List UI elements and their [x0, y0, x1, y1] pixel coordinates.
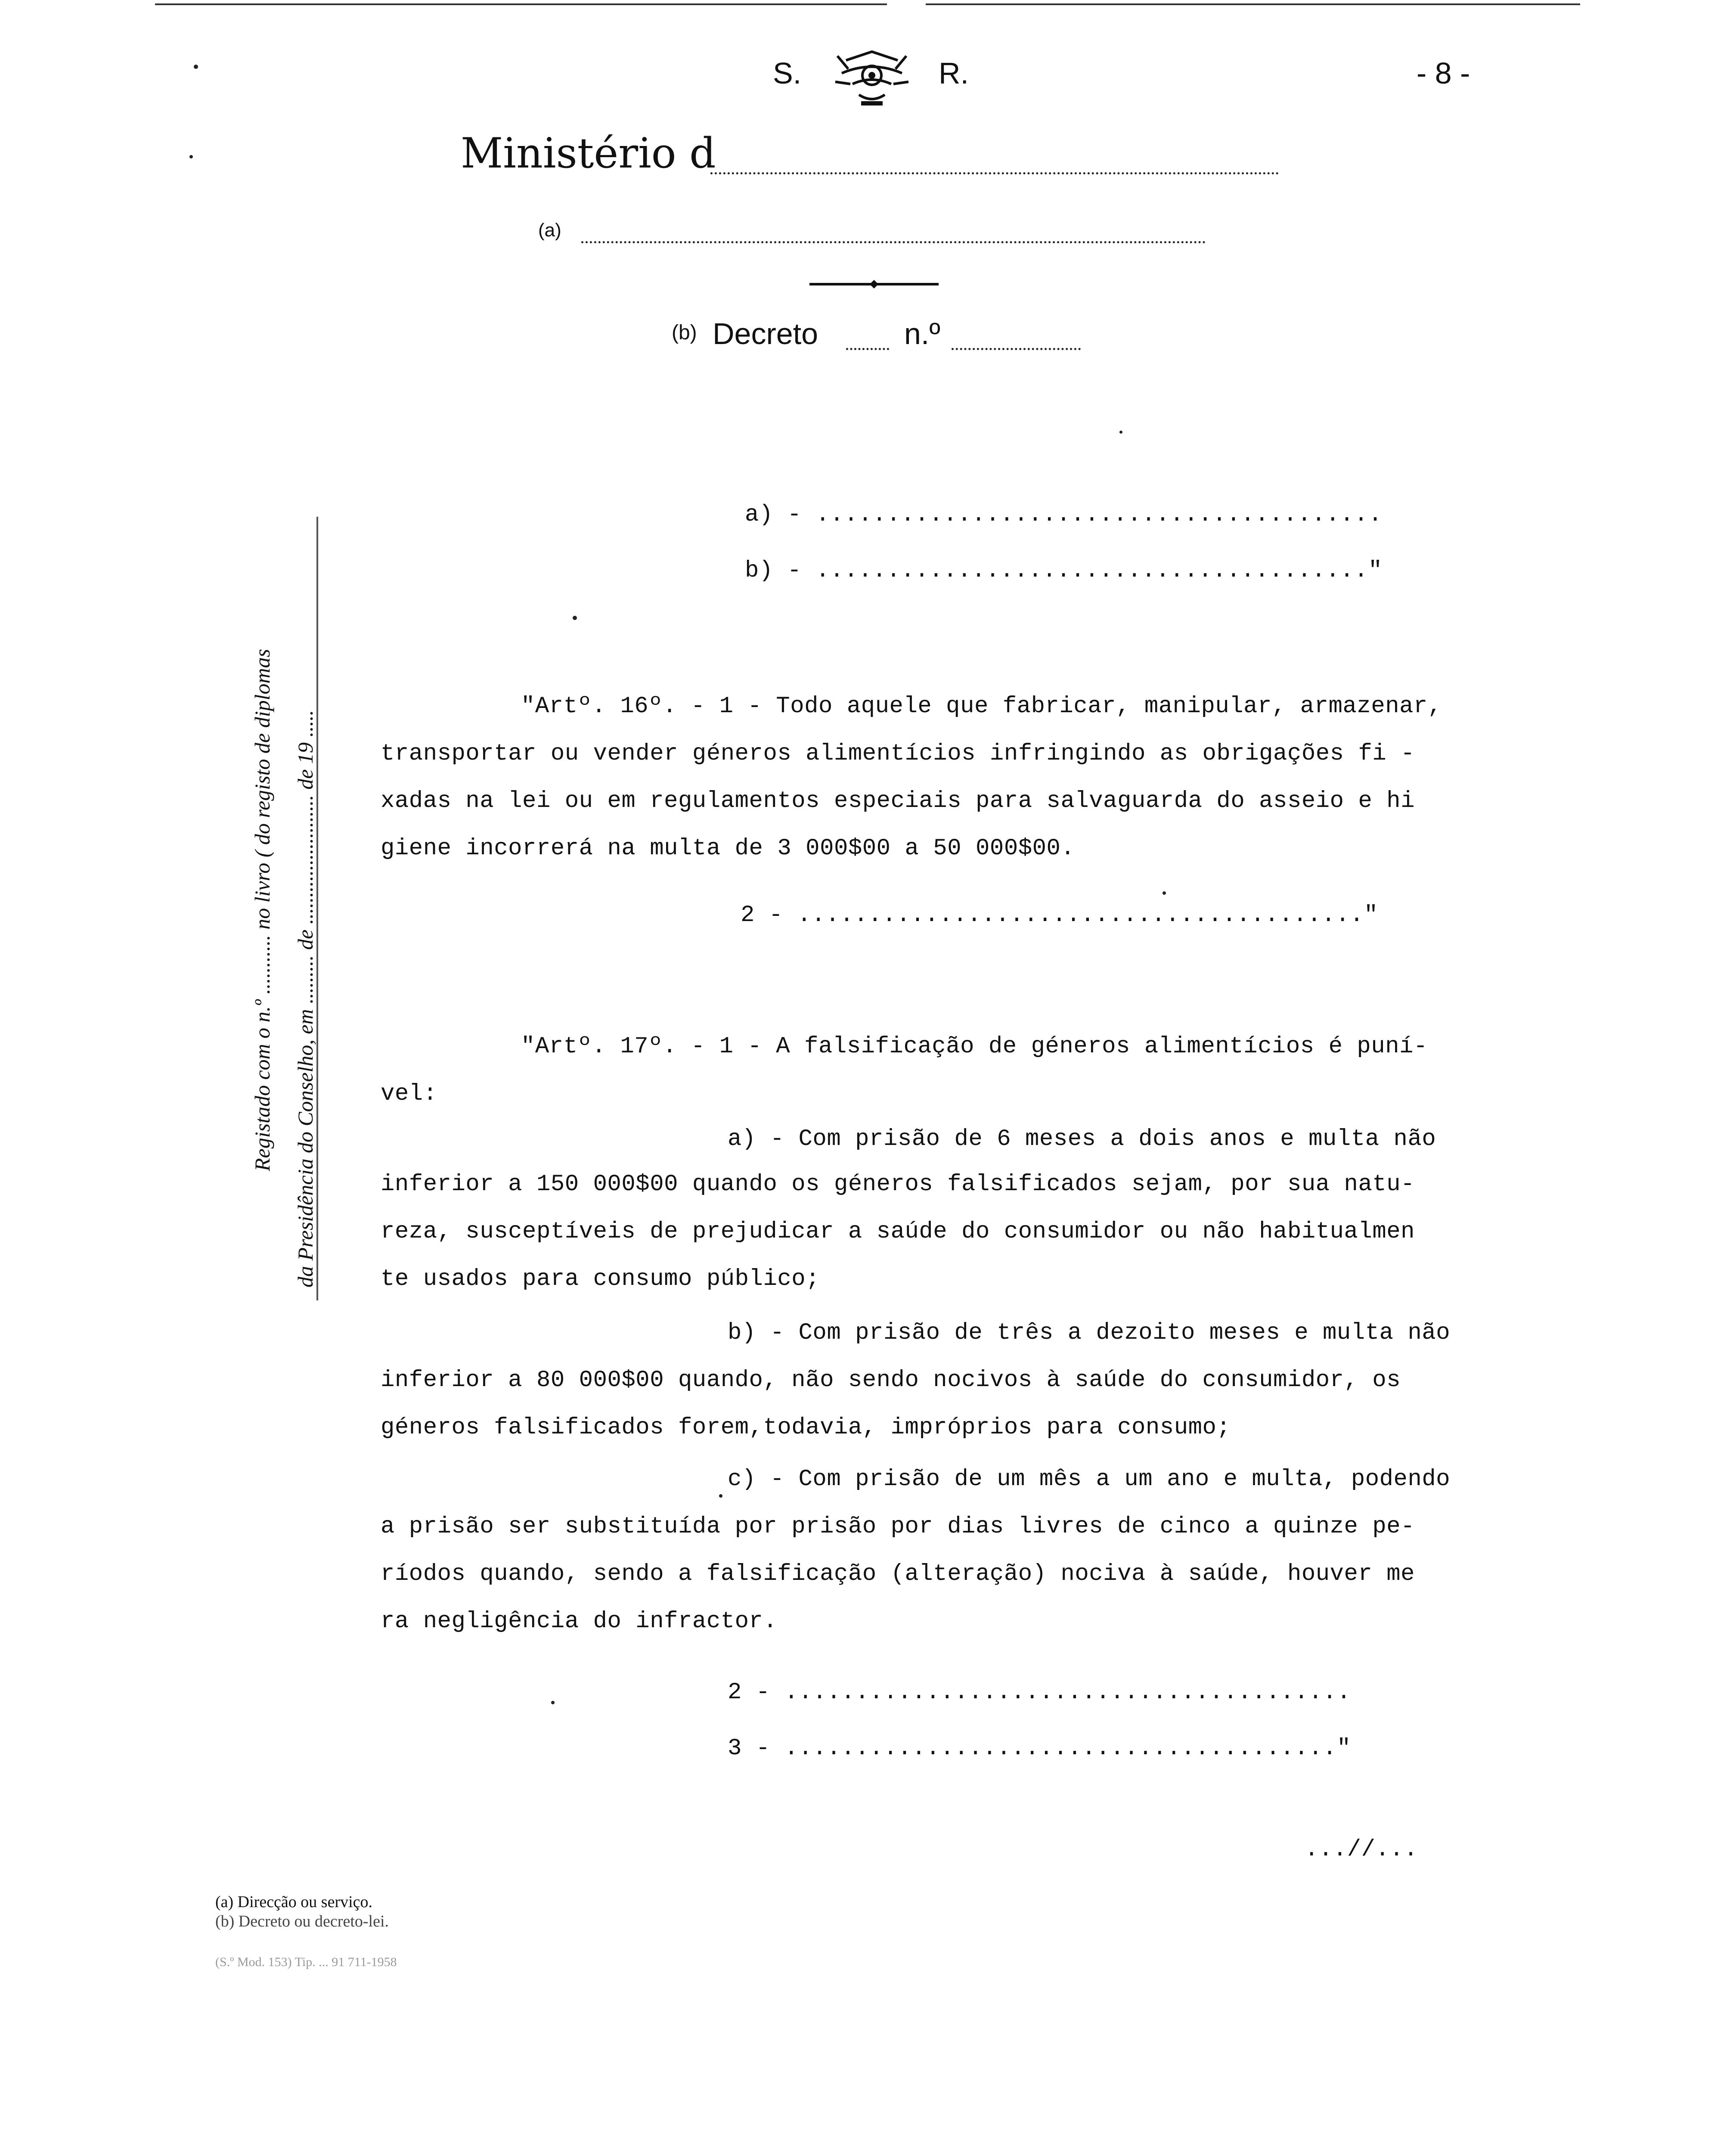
ornament-divider [809, 278, 939, 291]
header-sr-right: R. [939, 56, 969, 90]
page-number: - 8 - [1417, 56, 1470, 90]
scan-speck [551, 1701, 555, 1704]
decreto-number-label: n.º [904, 317, 940, 351]
scan-speck [1162, 891, 1166, 895]
header-sr-left: S. [773, 56, 802, 90]
ministry-heading: Ministério d [461, 129, 716, 177]
side-registration-note-2: da Presidência do Conselho, em ......... de ........................ de 19 ..... [293, 710, 317, 1287]
side-registration-note-1: Registado com o n.º ........... no livro ( do registo de diplomas [250, 648, 274, 1171]
art17-b-line-1: b) - Com prisão de três a dezoito meses e multa não [728, 1320, 1451, 1346]
art17-c-line-2: a prisão ser substituída por prisão por dias livres de cinco a quinze pe- [381, 1514, 1415, 1540]
decreto-label: Decreto [713, 317, 818, 351]
art17-line-1: "Artº. 17º. - 1 - A falsificação de géneros alimentícios é puní- [521, 1033, 1428, 1060]
art16-line-4: giene incorrerá na multa de 3 000$00 a 50 000$00. [381, 835, 1075, 862]
top-rule-right [926, 3, 1580, 5]
pre-item-a: a) - ........................................ [745, 502, 1383, 528]
decreto-fill-line [846, 348, 889, 350]
art16-line-1: "Artº. 16º. - 1 - Todo aquele que fabricar, manipular, armazenar, [521, 693, 1442, 720]
art17-c-line-4: ra negligência do infractor. [381, 1608, 778, 1635]
art17-b-line-2: inferior a 80 000$00 quando, não sendo nocivos à saúde do consumidor, os [381, 1367, 1401, 1393]
art17-c-line-3: ríodos quando, sendo a falsificação (alteração) nociva à saúde, houver me [381, 1561, 1415, 1587]
ministry-fill-line [710, 172, 1279, 174]
art17-a-line-1: a) - Com prisão de 6 meses a dois anos e multa não [728, 1126, 1436, 1152]
line-a-fill-line [581, 241, 1206, 243]
art17-a-line-3: reza, susceptíveis de prejudicar a saúde do consumidor ou não habitualmen [381, 1219, 1415, 1245]
scan-speck [1119, 431, 1122, 434]
scan-speck [573, 616, 577, 620]
pre-item-b: b) - ......................................." [745, 558, 1383, 584]
art17-item-3: 3 - ......................................." [728, 1735, 1351, 1762]
art17-line-2: vel: [381, 1081, 437, 1107]
top-rule-left [155, 3, 887, 5]
continuation-mark: ...//... [1305, 1837, 1418, 1863]
art17-c-line-1: c) - Com prisão de um mês a um ano e multa, podendo [728, 1466, 1451, 1492]
art16-item-2: 2 - ........................................" [741, 902, 1378, 928]
footnote-b: (b) Decreto ou decreto-lei. [215, 1912, 389, 1930]
art17-b-line-3: géneros falsificados forem,todavia, impróprios para consumo; [381, 1415, 1231, 1441]
line-a-marker: (a) [538, 220, 561, 241]
art16-line-3: xadas na lei ou em regulamentos especiais para salvaguarda do asseio e hi [381, 788, 1415, 814]
side-margin-rule [316, 517, 318, 1300]
scan-speck [194, 65, 198, 69]
scan-speck [719, 1494, 722, 1498]
decreto-marker: (b) [672, 321, 697, 344]
art17-a-line-2: inferior a 150 000$00 quando os géneros falsificados sejam, por sua natu- [381, 1171, 1415, 1197]
art16-line-2: transportar ou vender géneros alimentícios infringindo as obrigações fi - [381, 741, 1415, 767]
decreto-number-fill-line [952, 348, 1081, 350]
scan-speck [189, 155, 193, 158]
imprint-line: (S.º Mod. 153) Tip. ... 91 711-1958 [215, 1955, 397, 1969]
art17-a-line-4: te usados para consumo público; [381, 1266, 820, 1292]
coat-of-arms-emblem [829, 43, 915, 112]
art17-item-2: 2 - ........................................ [728, 1679, 1351, 1706]
footnote-a: (a) Direcção ou serviço. [215, 1893, 373, 1911]
